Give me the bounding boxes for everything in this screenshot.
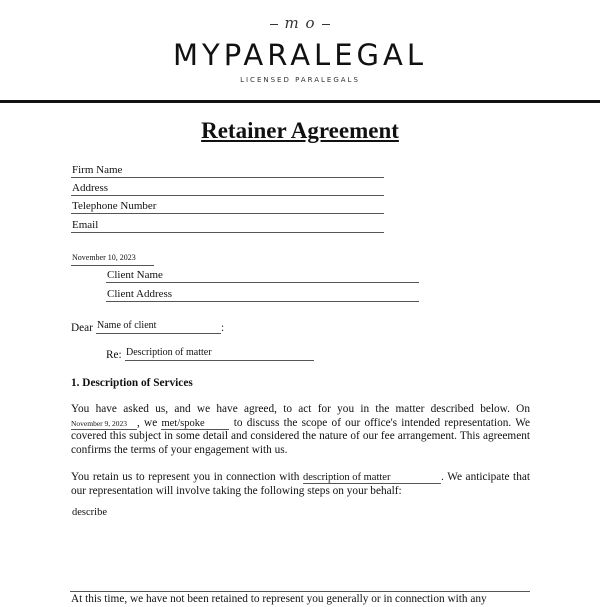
email-field[interactable]: Email [71, 218, 384, 233]
describe-field[interactable]: describe [72, 507, 107, 518]
re-matter-field[interactable]: Description of matter [125, 346, 314, 361]
client-name-field[interactable]: Client Name [106, 268, 419, 283]
brand-tagline: LICENSED PARALEGALS [240, 76, 360, 84]
describe-bottom-rule [70, 591, 530, 592]
firm-name-field[interactable]: Firm Name [71, 163, 384, 178]
p2-start: You retain us to represent you in connection with [71, 471, 300, 483]
logo-monogram: m o [0, 14, 600, 32]
paragraph-retention [71, 471, 530, 498]
p2-matter-field[interactable]: description of matter [303, 472, 441, 484]
p2-rest: . We anticipate that our representation will involve taking the following steps on your behalf: [71, 471, 530, 497]
document-title: Retainer Agreement [201, 118, 399, 143]
telephone-field[interactable]: Telephone Number [71, 199, 384, 214]
salutation: Dear [71, 322, 93, 334]
paragraph-engagement [71, 403, 530, 457]
p1-date-field[interactable]: November 9, 2023 [71, 418, 137, 430]
header-rule [0, 100, 600, 103]
client-address-field[interactable]: Client Address [106, 287, 419, 302]
dear-name-field[interactable]: Name of client [96, 319, 221, 334]
date-field[interactable]: November 10, 2023 [71, 251, 154, 266]
p1-start: You have asked us, and we have agreed, to act for you in the matter described below. On [71, 403, 530, 415]
p1-action-field[interactable]: met/spoke [161, 418, 229, 430]
brand-name: MYPARALEGAL [173, 38, 427, 72]
salutation-colon: : [221, 322, 225, 334]
section-heading-services: 1. Description of Services [71, 377, 193, 389]
address-field[interactable]: Address [71, 181, 384, 196]
re-label: Re: [106, 349, 122, 361]
p1-we: , we [137, 416, 158, 429]
p1-rest: to discuss the scope of our office's intended representation. We covered this subject in some detail and considered the nature of our fee arrangement. This agreement confirms the terms of your engagement with us. [71, 416, 530, 456]
paragraph-general: At this time, we have not been retained to represent you generally or in connection with any [71, 593, 487, 605]
